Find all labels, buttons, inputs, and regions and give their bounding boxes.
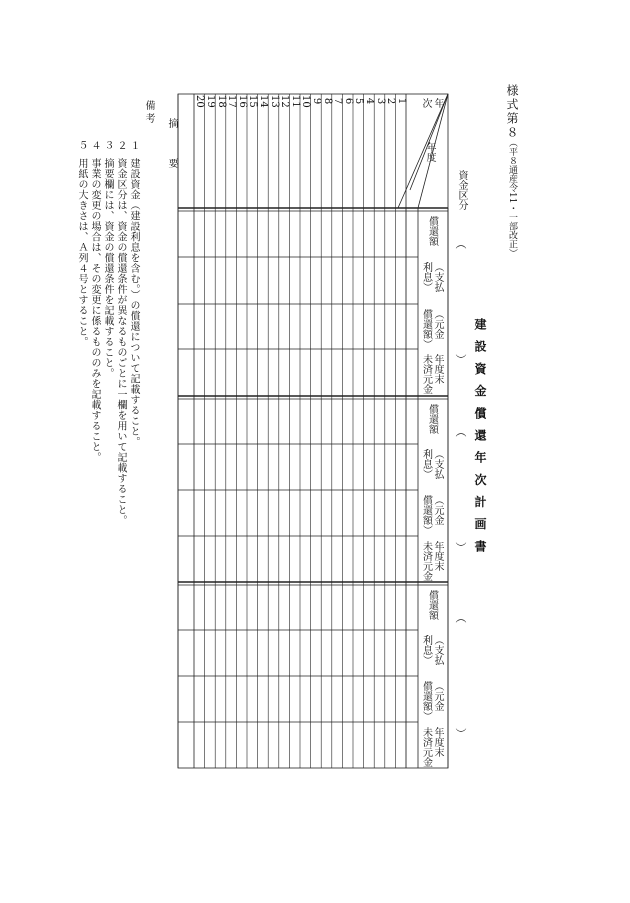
column-label: （元金 償還額）	[420, 309, 443, 349]
column-label: 償還額	[426, 404, 438, 434]
corner-fund-category: 資金区分	[456, 170, 467, 210]
note-text: 摘要欄には、資金の償還条件を記載すること。	[102, 158, 113, 379]
year-number: 17	[226, 95, 238, 108]
year-number: 19	[204, 95, 216, 108]
note-text: 資金区分は、資金の償還条件が異なるものごとに一欄を用いて記載すること。	[115, 158, 126, 526]
year-number: 6	[342, 97, 354, 105]
year-number: 15	[247, 95, 259, 108]
group-close-paren: ）	[454, 354, 467, 365]
year-number: 11	[289, 95, 301, 108]
note-text: 建設資金（建設利息を含む。）の償還について記載すること。	[128, 158, 139, 447]
note-number: ２	[115, 140, 126, 150]
year-number: 14	[257, 95, 269, 108]
column-label: （元金 償還額）	[420, 681, 443, 721]
note-text: 事業の変更の場合は、その変更に係るもののみを記載すること。	[89, 158, 100, 463]
column-label: （支払 利息）	[420, 449, 443, 479]
year-number: 16	[236, 95, 248, 108]
year-number: 7	[332, 97, 344, 105]
column-label: 年度末 未済元金	[420, 354, 443, 394]
column-label: （元金 償還額）	[420, 495, 443, 535]
form-label: 様式第８	[505, 84, 519, 140]
year-number: 1	[395, 97, 407, 105]
year-number: 9	[310, 97, 322, 105]
note-number: ５	[76, 140, 87, 150]
note-number: ３	[102, 140, 113, 150]
note-number: １	[128, 140, 139, 150]
year-number: 8	[321, 97, 333, 105]
corner-order-year: 年	[432, 98, 443, 108]
memo-label: 摘 要	[166, 118, 177, 168]
notes-label: 備考	[143, 100, 154, 126]
column-label: 償還額	[426, 590, 438, 620]
corner-order-seq: 次	[420, 98, 431, 108]
group-open-paren: （	[454, 238, 467, 249]
column-label: （支払 利息）	[420, 262, 443, 292]
year-number: 10	[300, 95, 312, 108]
note-number: ４	[89, 140, 100, 150]
corner-diagonal	[395, 94, 448, 208]
year-number: 3	[374, 97, 386, 105]
year-number: 2	[385, 97, 397, 105]
amendment-note: （平８通産令11・一部改正）	[507, 138, 517, 258]
group-close-paren: ）	[454, 542, 467, 553]
document-title: 建 設 資 金 償 還 年 次 計 画 書	[473, 318, 487, 555]
column-label: 年度末 未済元金	[420, 541, 443, 581]
column-label: 償還額	[426, 216, 438, 246]
year-number: 13	[268, 95, 280, 108]
year-number: 12	[279, 95, 291, 108]
year-number: 20	[194, 95, 206, 108]
group-open-paren: （	[454, 426, 467, 437]
year-number: 4	[363, 97, 375, 105]
year-number: 18	[215, 95, 227, 108]
year-number: 5	[353, 97, 365, 105]
group-open-paren: （	[454, 612, 467, 623]
column-label: 年度末 未済元金	[420, 727, 443, 767]
note-text: 用紙の大きさは、Ａ列４号とすること。	[76, 158, 87, 347]
column-label: （支払 利息）	[420, 635, 443, 665]
corner-year: 年度	[424, 142, 435, 162]
group-close-paren: ）	[454, 728, 467, 739]
table-border	[178, 94, 448, 768]
